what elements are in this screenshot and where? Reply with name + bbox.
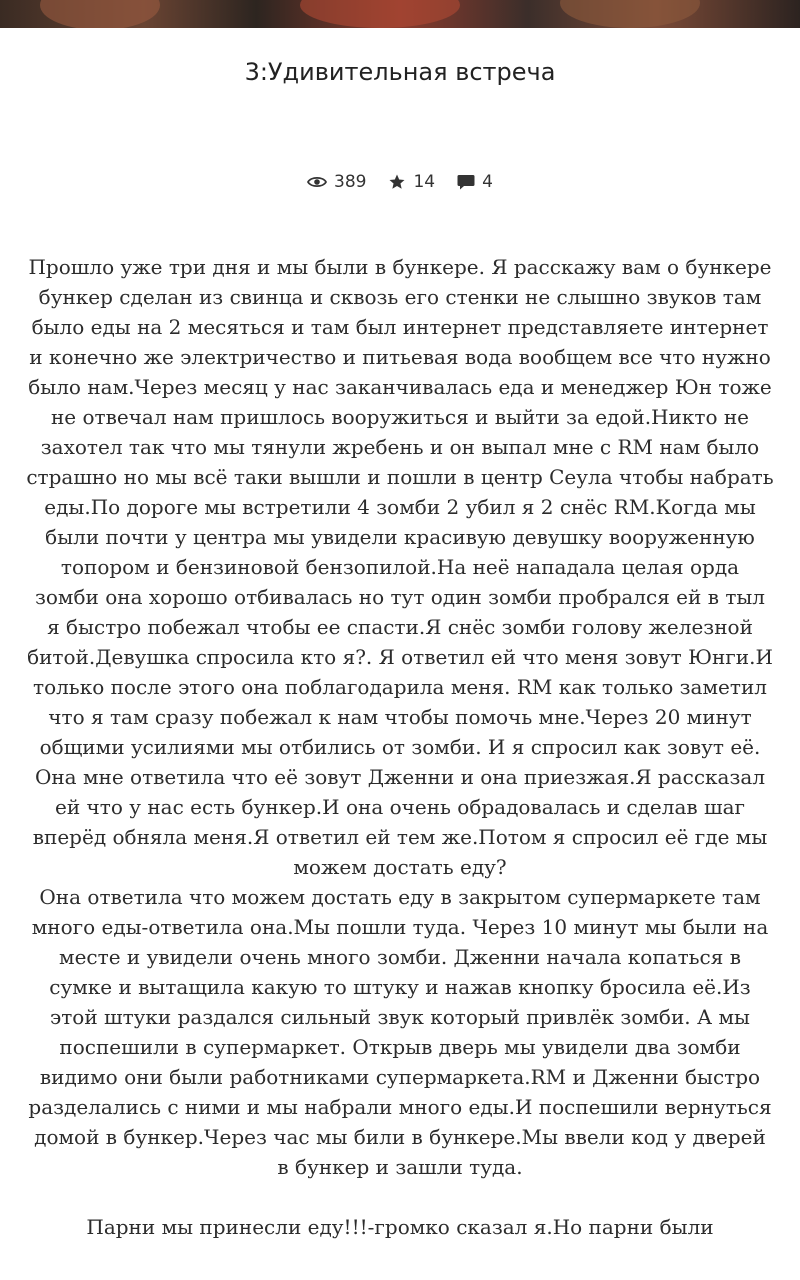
stars-count: 14: [413, 172, 436, 192]
chapter-text: [26, 252, 774, 1242]
paragraph: Прошло уже три дня и мы были в бункере. Я расскажу вам о бункере бункер сделан из свинца и сквозь его стенки не слышно звуков там было еды на 2 месяться и там был интернет представляете интернет и конечно же электричество и питьевая вода вообщем все что нужно было нам.Через месяц у нас заканчивалась еда и менеджер Юн тоже не отвечал нам пришлось вооружиться и выйти за едой.Никто не захотел так что мы тянули жребень и он выпал мне с RM нам было страшно но мы всё таки вышли и пошли в центр Сеула чтобы набрать еды.По дороге мы встретили 4 зомби 2 убил я 2 снёс RM.Когда мы были почти у центра мы увидели красивую девушку вооруженную топором и бензиновой бензопилой.На неё нападала целая орда зомби она хорошо отбивалась но тут один зомби пробрался ей в тыл я быстро побежал чтобы ее спасти.Я снёс зомби голову железной битой.Девушка спросила кто я?. Я ответил ей что меня зовут Юнги.И только после этого она поблагодарила меня. RM как только заметил что я там сразу побежал к нам чтобы помочь мне.Через 20 минут общими усилиями мы отбились от зомби. И я спросил как зовут её. Она мне ответила что её зовут Дженни и она приезжая.Я рассказал ей что у нас есть бункер.И она очень обрадовалась и сделав шаг вперёд обняла меня.Я ответил ей тем же.Потом я спросил её где мы можем достать еду?: [26, 255, 774, 879]
comments-count: 4: [482, 172, 493, 192]
star-icon: [388, 173, 406, 191]
comments-stat: [457, 172, 493, 192]
paragraph-spacer: [26, 1182, 774, 1212]
story-cover-image: [0, 0, 800, 28]
stars-stat: [388, 172, 435, 192]
chapter-title: 3:Удивительная встреча: [244, 58, 556, 86]
eye-icon: [307, 175, 327, 189]
paragraph: Она ответила что можем достать еду в закрытом супермаркете там много еды-ответила она.Мы пошли туда. Через 10 минут мы были на месте и увидели очень много зомби. Дженни начала копаться в сумке и вытащила какую то штуку и нажав кнопку бросила её.Из этой штуки раздался сильный звук который привлёк зомби. А мы поспешили в супермаркет. Открыв дверь мы увидели два зомби видимо они были работниками супермаркета.RM и Дженни быстро разделались с ними и мы набрали много еды.И поспешили вернуться домой в бункер.Через час мы били в бункере.Мы ввели код у дверей в бункер и зашли туда.: [28, 885, 772, 1179]
paragraph: Парни мы принесли еду!!!-громко сказал я.Но парни были: [86, 1215, 714, 1239]
chapter-stats: [0, 172, 800, 192]
views-count: 389: [334, 172, 367, 192]
comment-icon: [457, 174, 475, 191]
views-stat: [307, 172, 366, 192]
